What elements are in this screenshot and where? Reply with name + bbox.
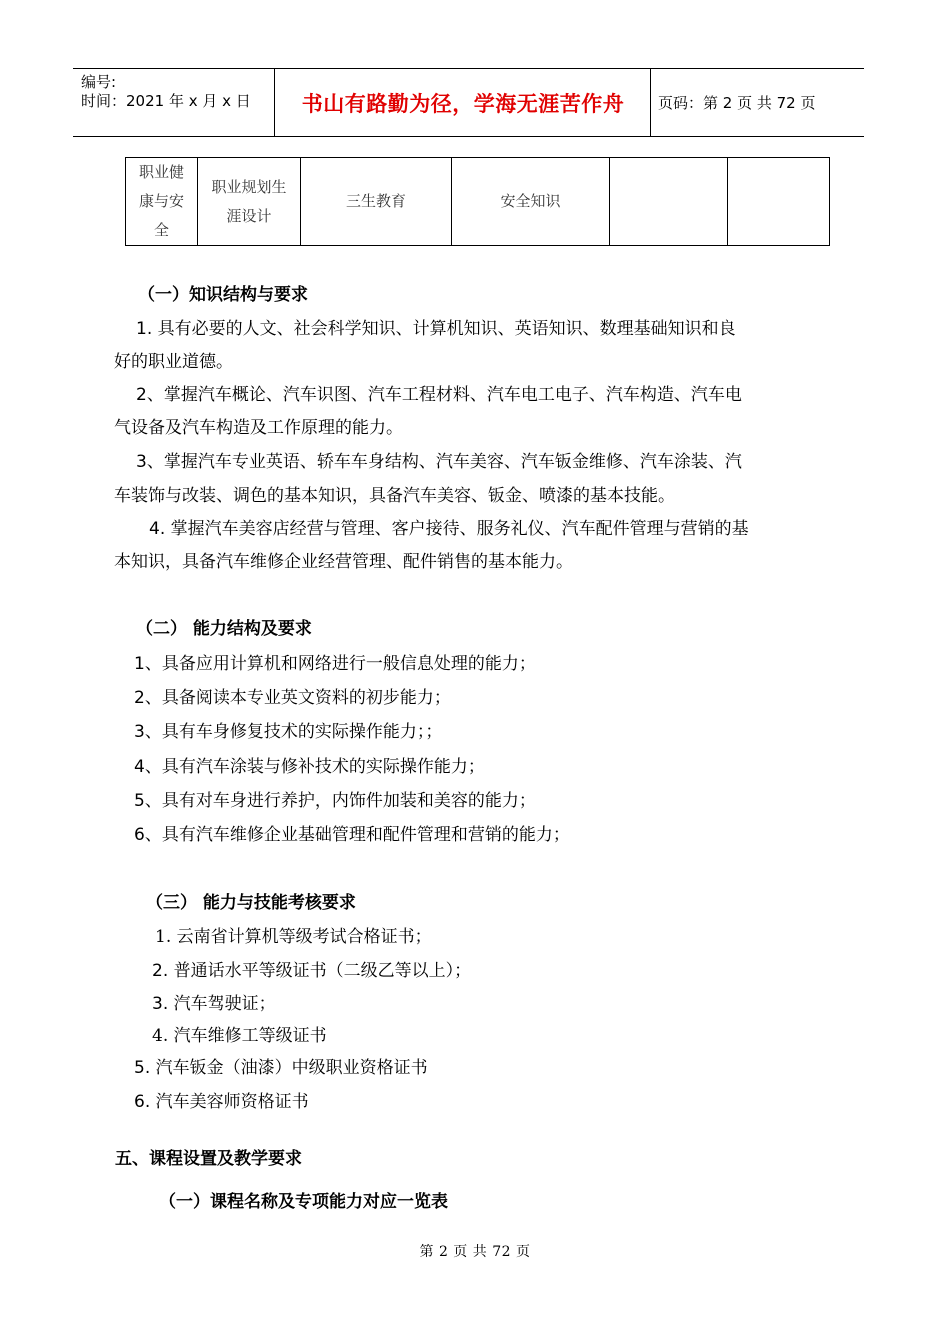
paragraph-line: 2、掌握汽车概论、汽车识图、汽车工程材料、汽车电工电子、汽车构造、汽车电 [136, 385, 742, 405]
document-number-label: 编号: [81, 73, 117, 91]
paragraph-line: 本知识，具备汽车维修企业经营管理、配件销售的基本能力。 [114, 552, 573, 572]
list-item: 4、具有汽车涂装与修补技术的实际操作能力； [134, 757, 485, 777]
paragraph-line: 4. 掌握汽车美容店经营与管理、客户接待、服务礼仪、汽车配件管理与营销的基 [149, 519, 749, 539]
paragraph-line: 车装饰与改装、调色的基本知识，具备汽车美容、钣金、喷漆的基本技能。 [114, 486, 675, 506]
section-heading: （二） 能力结构及要求 [136, 619, 312, 639]
list-item: 3. 汽车驾驶证； [152, 994, 276, 1014]
document-time: 时间：2021 年 x 月 x 日 [81, 92, 251, 110]
list-item: 3、具有车身修复技术的实际操作能力；； [134, 722, 443, 742]
table-row [126, 158, 830, 246]
header-page-info: 页码：第 2 页 共 72 页 [658, 94, 816, 112]
paragraph-line: 气设备及汽车构造及工作原理的能力。 [114, 418, 403, 438]
list-item: 1、具备应用计算机和网络进行一般信息处理的能力； [134, 654, 536, 674]
header-motto: 书山有路勤为径，学海无涯苦作舟 [301, 90, 625, 116]
table-cell [610, 158, 728, 246]
list-item: 6. 汽车美容师资格证书 [134, 1092, 309, 1112]
header-divider [650, 69, 651, 136]
section-heading: （一）知识结构与要求 [138, 285, 308, 305]
paragraph-line: 1. 具有必要的人文、社会科学知识、计算机知识、英语知识、数理基础知识和良 [136, 319, 736, 339]
page-header [73, 68, 864, 137]
table-cell: 三生教育 [301, 158, 452, 246]
list-item: 2、具备阅读本专业英文资料的初步能力； [134, 688, 451, 708]
course-table [125, 157, 830, 246]
list-item: 4. 汽车维修工等级证书 [152, 1026, 327, 1046]
section-heading: （一）课程名称及专项能力对应一览表 [159, 1192, 448, 1212]
section-heading: （三） 能力与技能考核要求 [146, 893, 356, 913]
chapter-heading: 五、课程设置及教学要求 [115, 1149, 302, 1169]
table-cell [728, 158, 830, 246]
page-footer: 第 2 页 共 72 页 [419, 1244, 531, 1260]
list-item: 5. 汽车钣金（油漆）中级职业资格证书 [134, 1058, 428, 1078]
list-item: 1. 云南省计算机等级考试合格证书； [155, 927, 432, 947]
list-item: 5、具有对车身进行养护，内饰件加装和美容的能力； [134, 791, 536, 811]
list-item: 2. 普通话水平等级证书（二级乙等以上）； [152, 961, 472, 981]
paragraph-line: 好的职业道德。 [114, 352, 233, 372]
table-cell: 职业规划生涯设计 [198, 158, 301, 246]
list-item: 6、具有汽车维修企业基础管理和配件管理和营销的能力； [134, 825, 570, 845]
paragraph-line: 3、掌握汽车专业英语、轿车车身结构、汽车美容、汽车钣金维修、汽车涂装、汽 [136, 452, 742, 472]
header-meta [81, 73, 251, 111]
table-cell: 安全知识 [452, 158, 610, 246]
table-cell: 职业健康与安全 [126, 158, 198, 246]
